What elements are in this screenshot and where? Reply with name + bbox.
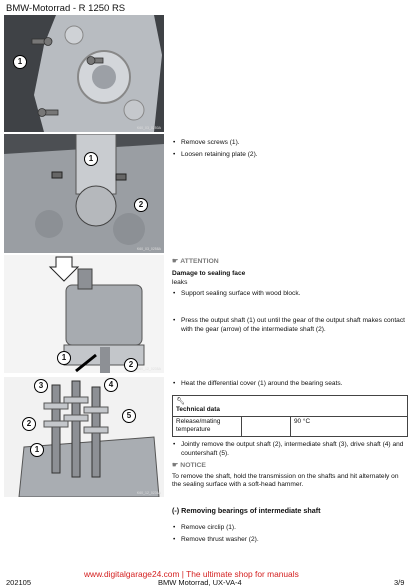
callout-1: 1 <box>13 55 27 69</box>
attention-block <box>172 258 408 298</box>
pointing-hand-icon: ☛ <box>172 258 179 265</box>
step1-text <box>172 139 408 159</box>
callout-5: 5 <box>122 409 136 423</box>
callout-1: 1 <box>30 443 44 457</box>
technical-data-header <box>173 395 408 416</box>
attention-text: leaks <box>172 279 188 287</box>
step3-text <box>172 380 408 490</box>
footer-page: 3/9 <box>394 578 405 587</box>
callout-3: 3 <box>34 379 48 393</box>
callout-4: 4 <box>104 378 118 392</box>
tech-row-label: Release/mating temperature <box>173 416 242 436</box>
footer-website[interactable]: www.digitalgarage24.com | The ultimate shop for manuals <box>84 569 299 579</box>
callout-1: 1 <box>57 351 71 365</box>
technical-data-table <box>172 395 408 437</box>
attention-heading: Damage to sealing face <box>172 269 246 277</box>
document-header: BMW-Motorrad - R 1250 RS <box>6 3 126 14</box>
technical-data-title: Technical data <box>176 406 220 414</box>
wrench-icon: 🔧︎ <box>176 397 185 405</box>
step3-bullet2: • Jointly remove the output shaft (2), intermediate shaft (3), drive shaft (4) and countershaft (5). <box>172 441 408 458</box>
notice-text: To remove the shaft, hold the transmission on the shafts and hit alternately on the sealing surface with a soft-head hammer. <box>172 472 399 489</box>
callout-2: 2 <box>124 358 138 372</box>
tech-row-value: 90 °C <box>291 416 408 436</box>
callout-2: 2 <box>22 417 36 431</box>
figure-code: K60_03_0250A <box>136 126 161 130</box>
attention-label: ☛ ATTENTION <box>172 258 219 265</box>
bearings-section <box>172 507 408 545</box>
pointing-hand-icon: ☛ <box>172 462 179 470</box>
figure-code: K60_12_0235A <box>136 367 161 371</box>
figure-code: K60_03_0258A <box>136 247 161 251</box>
footer-code: 202105 <box>6 578 32 587</box>
section-bullet: • Remove circlip (1). <box>172 524 408 533</box>
section-title: (-) Removing bearings of intermediate shaft <box>172 506 321 515</box>
step1-bullet: • Loosen retaining plate (2). <box>172 151 408 160</box>
step2-text <box>172 317 408 334</box>
step2-bullet: • Press the output shaft (1) out until the gear of the output shaft makes contact with the gear (arrow) of the intermediate shaft (2). <box>172 317 408 334</box>
footer-doc: BMW Motorrad, UX-VA-4 <box>158 578 242 587</box>
figure-shafts <box>4 377 164 497</box>
tech-row-spacer <box>242 416 291 436</box>
figure-screws <box>4 15 164 132</box>
callout-2: 2 <box>134 198 148 212</box>
step3-bullet: • Heat the differential cover (1) around the bearing seats. <box>172 380 408 389</box>
figure-retaining-plate <box>4 134 164 253</box>
callout-1: 1 <box>84 152 98 166</box>
step1-bullet: • Remove screws (1). <box>172 139 408 148</box>
section-bullet: • Remove thrust washer (2). <box>172 536 408 545</box>
attention-bullet: • Support sealing surface with wood block. <box>172 290 408 299</box>
figure-press-output-shaft <box>4 255 164 373</box>
figure-code: K60_12_0236A <box>136 491 161 495</box>
notice-label: ☛ NOTICE <box>172 462 206 470</box>
